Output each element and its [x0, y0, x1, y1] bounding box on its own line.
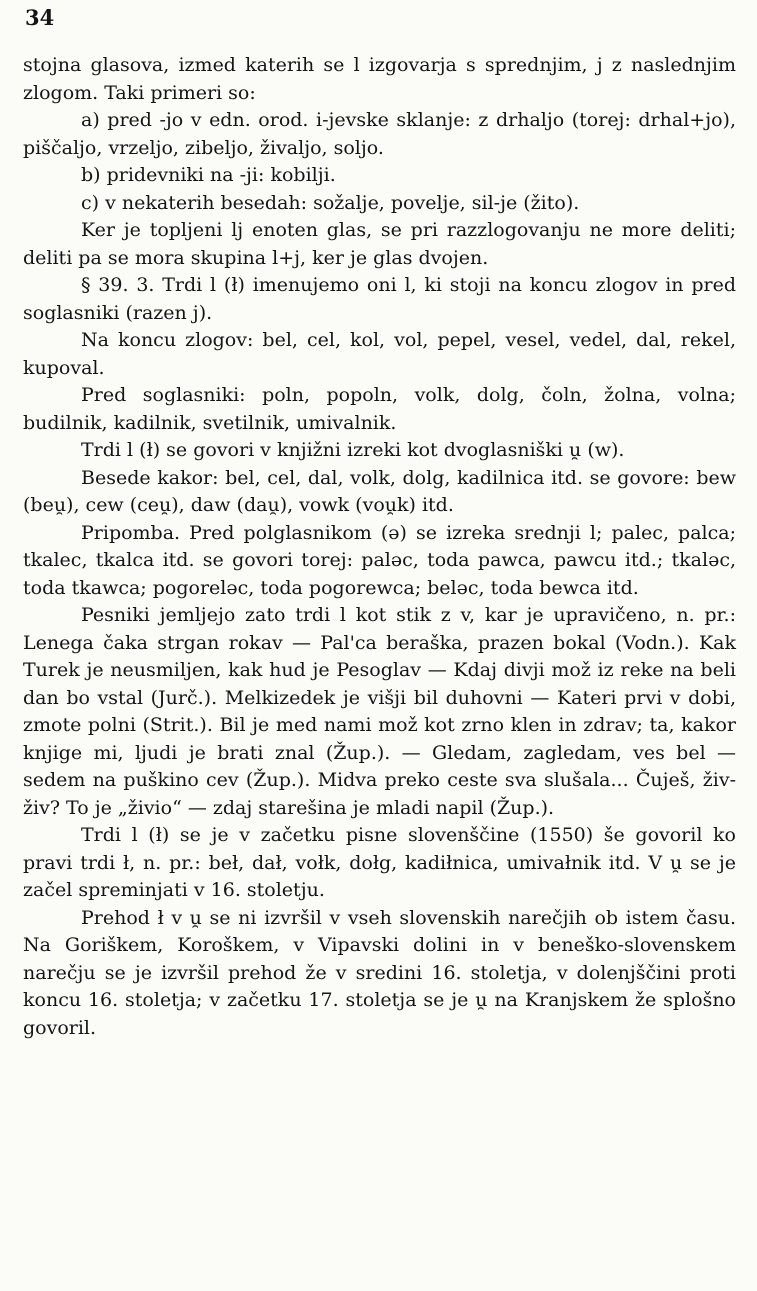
paragraph: Prehod ł v u̯ se ni izvršil v vseh slovenskih narečjih ob istem času. Na Goriškem, Koroškem, v Vipavski dolini in v beneško-slovenskem narečju se je izvršil prehod že v sredini 16. stoletja, v dolenjščini proti koncu 16. stoletja; v začetku 17. stoletja se je u̯ na Kranjskem že splošno govoril.	[23, 906, 736, 1039]
paragraph-list-c: c) v nekaterih besedah: sožalje, povelje, sil-je (žito).	[81, 191, 580, 214]
paragraph-continuation: stojna glasova, izmed katerih se l izgovarja s sprednjim, j z naslednjim zlogom. Taki primeri so:	[23, 54, 736, 104]
paragraph: Trdi l (ł) se govori v knjižni izreki kot dvoglasniški u̯ (w).	[81, 439, 625, 461]
remark-paragraph: Pripomba. Pred polglasnikom (ə) se izreka srednji l; palec, palca; tkalec, tkalca itd. se govori torej: paləc, toda pawca, pawcu itd.; tkaləc, toda tkawca; pogoreləc, toda pogorewca; beləc, toda bewca itd.	[23, 521, 736, 599]
paragraph-list-a: a) pred -jo v edn. orod. i-jevske sklanje: z drhaljo (torej: drhal+jo), piščaljo, vrzeljo, zibeljo, živaljo, soljo.	[23, 109, 736, 159]
page-number: 34	[25, 5, 55, 30]
paragraph: Ker je topljeni lj enoten glas, se pri razzlogovanju ne more deliti; deliti pa se mora skupina l+j, ker je glas dvojen.	[23, 219, 736, 269]
paragraph-list-b: b) pridevniki na -ji: kobilji.	[81, 164, 336, 186]
paragraph: Trdi l (ł) se je v začetku pisne slovenščine (1550) še govoril ko pravi trdi ł, n. pr.: beł, dał, vołk, dołg, kadiłnica, umivałnik itd. V u̯ se je začel spreminjati v 16. stoletju.	[23, 824, 736, 901]
paragraph: Pred soglasniki: poln, popoln, volk, dolg, čoln, žolna, volna; budilnik, kadilnik, svetilnik, umivalnik.	[23, 384, 736, 434]
paragraph-poetry-examples: Pesniki jemljejo zato trdi l kot stik z v, kar je upravičeno, n. pr.: Lenega čaka strgan rokav — Pal'ca beraška, prazen bokal (Vodn.). Kak Turek je neusmiljen, kak hud je Pesoglav — Kdaj divji mož iz reke na beli dan bo vstal (Jurč.). Melkizedek je višji bil duhovni — Kateri prvi v dobi, zmote polni (Strit.). Bil je med nami mož kot zrno klen in zdrav; ta, kakor knjige mi, ljudi je brati znal (Žup.). — Gledam, zagledam, ves bel — sedem na puškino cev (Žup.). Midva preko ceste sva slušala... Čuješ, živ-živ? To je „živio“ — zdaj starešina je mladi napil (Žup.).	[23, 604, 736, 819]
section-39-heading: § 39. 3. Trdi l (ł) imenujemo oni l, ki stoji na koncu zlogov in pred soglasniki (razen j).	[23, 274, 736, 324]
paragraph: Na koncu zlogov: bel, cel, kol, vol, pepel, vesel, vedel, dal, rekel, kupoval.	[23, 329, 736, 379]
body-text	[23, 52, 736, 1042]
paragraph: Besede kakor: bel, cel, dal, volk, dolg, kadilnica itd. se govore: bew (beu̯), cew (ceu̯), daw (dau̯), vowk (vou̯k) itd.	[23, 466, 736, 516]
